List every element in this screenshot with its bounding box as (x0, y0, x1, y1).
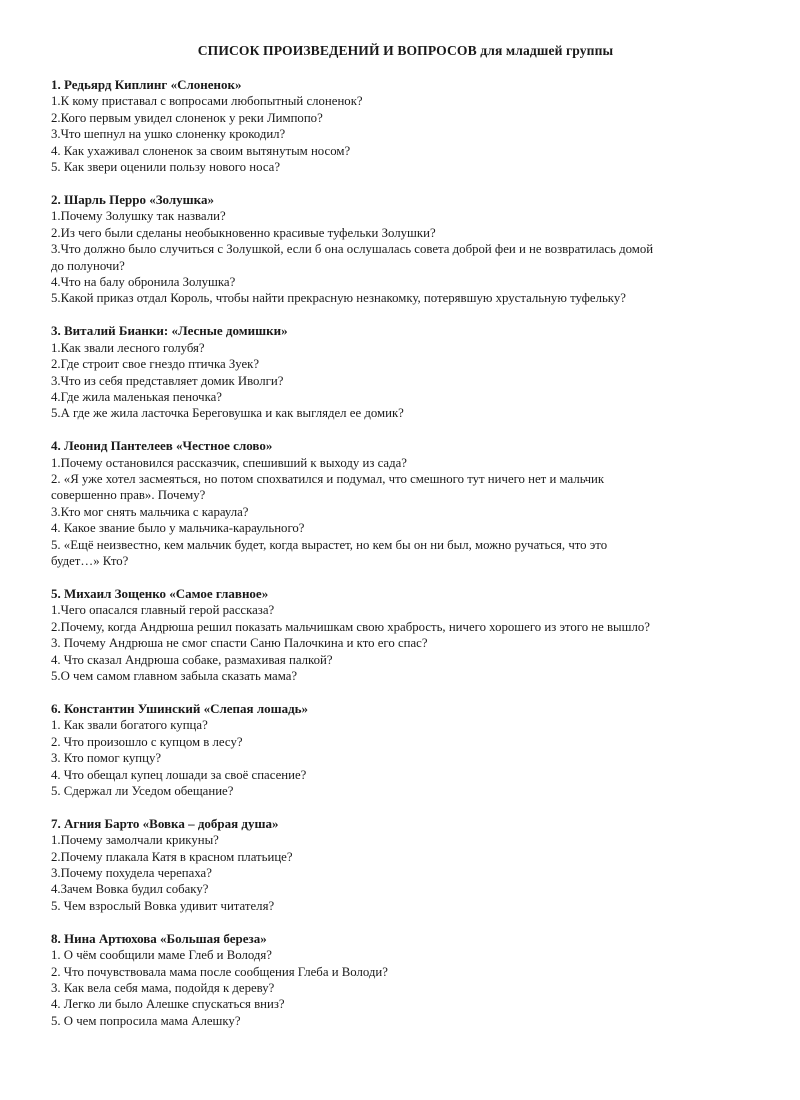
section-heading: 4. Леонид Пантелеев «Честное слово» (51, 438, 273, 454)
section-4 (51, 438, 760, 569)
question-line: 4. Что сказал Андрюша собаке, размахивая палкой? (51, 652, 333, 667)
question-line: 1.К кому приставал с вопросами любопытный слоненок? (51, 94, 363, 109)
question-line: 3. Как вела себя мама, подойдя к дереву? (51, 981, 275, 995)
section-7 (51, 816, 760, 914)
question-line: 1.Чего опасался главный герой рассказа? (51, 603, 275, 618)
question-line: 1.Почему замолчали крикуны? (51, 833, 219, 848)
question-line: 3.Что шепнул на ушко слоненку крокодил? (51, 127, 286, 142)
question-line: 4. Как ухаживал слоненок за своим вытянутым носом? (51, 143, 351, 158)
question-line: 2.Где строит свое гнездо птичка Зуек? (51, 357, 260, 372)
question-line: 5.А где же жила ласточка Береговушка и как выглядел ее домик? (51, 406, 404, 421)
question-line: 2.Из чего были сделаны необыкновенно красивые туфельки Золушки? (51, 225, 436, 240)
question-line: 2. Что произошло с купцом в лесу? (51, 734, 243, 749)
question-line: 3. Кто помог купцу? (51, 751, 162, 766)
question-line: 1.Почему остановился рассказчик, спешивший к выходу из сада? (51, 455, 407, 470)
question-line: 5. «Ещё неизвестно, кем мальчик будет, когда вырастет, но кем бы он ни был, можно ручаться, что это (51, 537, 608, 552)
question-line: 1.Почему Золушку так назвали? (51, 209, 226, 224)
question-line: до полуночи? (51, 258, 125, 273)
question-line: 5.О чем самом главном забыла сказать мама? (51, 669, 298, 683)
section-heading: 1. Редьярд Киплинг «Слоненок» (51, 77, 242, 92)
question-line: 1. Как звали богатого купца? (51, 718, 208, 733)
section-8 (51, 931, 760, 1029)
document-title: СПИСОК ПРОИЗВЕДЕНИЙ И ВОПРОСОВ для младшей группы (197, 43, 614, 58)
question-line: 4.Что на балу обронила Золушка? (51, 274, 236, 289)
question-line: 5.Какой приказ отдал Король, чтобы найти прекрасную незнакомку, потерявшую хрустальную туфельку? (51, 291, 626, 306)
question-line: совершенно прав». Почему? (51, 488, 206, 503)
question-line: 1. О чём сообщили маме Глеб и Володя? (51, 948, 272, 963)
question-line: 4. Какое звание было у мальчика-караульного? (51, 521, 305, 536)
section-heading: 8. Нина Артюхова «Большая береза» (51, 930, 267, 946)
section-heading: 5. Михаил Зощенко «Самое главное» (51, 585, 269, 601)
question-line: 5. Сдержал ли Уседом обещание? (51, 783, 234, 798)
section-heading: 6. Константин Ушинский «Слепая лошадь» (51, 700, 309, 716)
question-line: 4.Зачем Вовка будил собаку? (51, 882, 209, 897)
question-line: 3.Кто мог снять мальчика с караула? (51, 504, 249, 519)
question-line: 5. Чем взрослый Вовка удивит читателя? (51, 898, 275, 913)
section-3 (51, 323, 760, 421)
question-line: 2.Кого первым увидел слоненок у реки Лимпопо? (51, 110, 323, 125)
section-heading: 7. Агния Барто «Вовка – добрая душа» (51, 815, 279, 831)
section-2 (51, 192, 760, 307)
question-line: 3. Почему Андрюша не смог спасти Саню Палочкина и кто его спас? (51, 636, 428, 651)
section-heading: 3. Виталий Бианки: «Лесные домишки» (51, 323, 288, 339)
section-heading: 2. Шарль Перро «Золушка» (51, 191, 214, 207)
section-1 (51, 77, 760, 175)
question-line: 4. Легко ли было Алешке спускаться вниз? (51, 997, 285, 1012)
question-line: 3.Что должно было случиться с Золушкой, если б она ослушалась совета доброй феи и не возвратилась домой (51, 242, 654, 257)
question-line: 4.Где жила маленькая пеночка? (51, 389, 222, 404)
sections-list (51, 77, 760, 1029)
question-line: 2. Что почувствовала мама после сообщения Глеба и Володи? (51, 964, 388, 979)
question-line: 4. Что обещал купец лошади за своё спасение? (51, 767, 307, 782)
question-line: 2.Почему плакала Катя в красном платьице? (51, 849, 293, 864)
question-line: 5. О чем попросила мама Алешку? (51, 1013, 241, 1028)
question-line: 2. «Я уже хотел засмеяться, но потом спохватился и подумал, что смешного тут ничего нет и мальчик (51, 472, 605, 487)
question-line: 1.Как звали лесного голубя? (51, 340, 205, 355)
question-line: будет…» Кто? (51, 554, 129, 569)
question-line: 3.Что из себя представляет домик Иволги? (51, 373, 284, 388)
question-line: 2.Почему, когда Андрюша решил показать мальчишкам свою храбрость, ничего хорошего из этого не вышло? (51, 619, 650, 634)
question-line: 5. Как звери оценили пользу нового носа? (51, 160, 281, 175)
section-6 (51, 701, 760, 799)
question-line: 3.Почему похудела черепаха? (51, 866, 212, 881)
section-5 (51, 586, 760, 684)
